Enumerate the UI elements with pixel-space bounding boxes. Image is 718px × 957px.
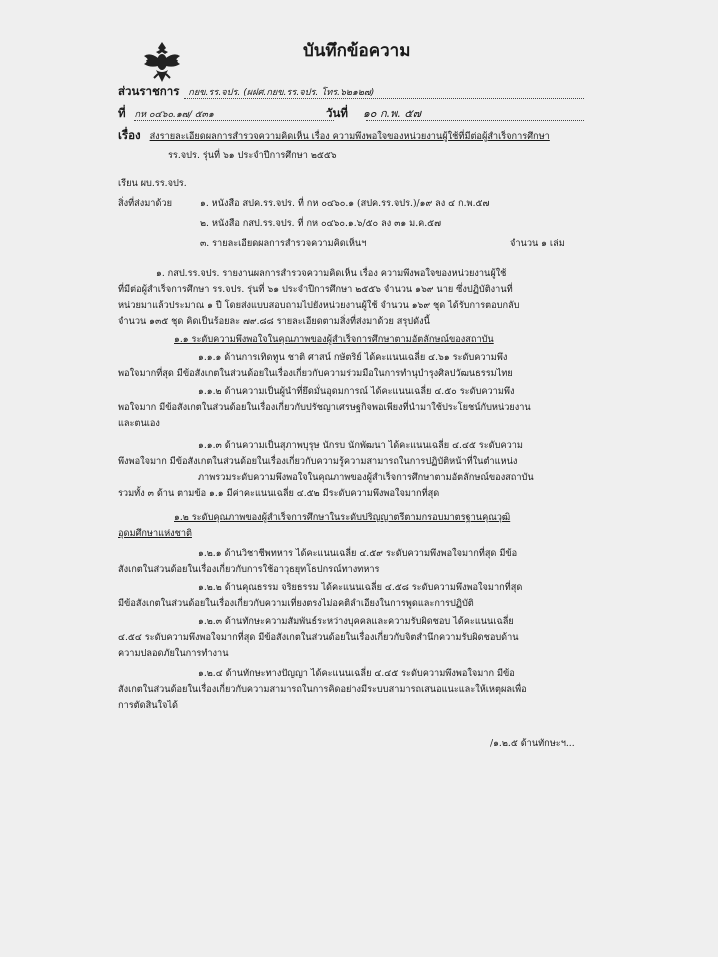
section-1-2-heading-line-1: ๑.๒ ระดับคุณภาพของผู้สำเร็จการศึกษาในระดับปริญญาตรีตามกรอบมาตรฐานคุณวุฒิ	[174, 512, 511, 523]
continuation-note: /๑.๒.๕ ด้านทักษะฯ...	[490, 738, 575, 749]
p1-line-3: หน่วยมาแล้วประมาณ ๑ ปี โดยส่งแบบสอบถามไปยังหน่วยงานผู้ใช้ จำนวน ๑๖๙ ชุด ได้รับการตอบกลับ	[118, 300, 520, 311]
s11-summary-line-1: ภาพรวมระดับความพึงพอใจในคุณภาพของผู้สำเร็จการศึกษาตามอัตลักษณ์ของสถาบัน	[198, 472, 534, 483]
garuda-emblem-icon	[138, 38, 186, 86]
s111-line-1: ๑.๑.๑ ด้านการเทิดทูน ชาติ ศาสน์ กษัตริย์ ได้คะแนนเฉลี่ย ๔.๖๑ ระดับความพึง	[198, 352, 508, 363]
s121-line-1: ๑.๒.๑ ด้านวิชาชีพทหาร ได้คะแนนเฉลี่ย ๔.๕๙ ระดับความพึงพอใจมากที่สุด มีข้อ	[198, 548, 518, 559]
s122-line-2: มีข้อสังเกตในส่วนด้อยในเรื่องเกี่ยวกับความเที่ยงตรงไม่อคติลำเอียงในการพูดและการปฏิบัติ	[118, 598, 474, 609]
subject-row	[118, 128, 550, 144]
s122-line-1: ๑.๒.๒ ด้านคุณธรรม จริยธรรม ได้คะแนนเฉลี่ย ๔.๕๘ ระดับความพึงพอใจมากที่สุด	[198, 582, 523, 593]
p1-line-4: จำนวน ๑๓๕ ชุด คิดเป็นร้อยละ ๗๙.๘๘ รายละเอียดตามสิ่งที่ส่งมาด้วย สรุปดังนี้	[118, 316, 430, 327]
date-value: ๑๐ ก.พ. ๕๗	[362, 107, 422, 120]
s123-line-1: ๑.๒.๓ ด้านทักษะความสัมพันธ์ระหว่างบุคคลและความรับผิดชอบ ได้คะแนนเฉลี่ย	[198, 616, 514, 627]
s113-line-2: พึงพอใจมาก มีข้อสังเกตในส่วนด้อยในเรื่องเกี่ยวกับความรู้ความสามารถในการปฏิบัติหน้าที่ในตำแหน่ง	[118, 456, 518, 467]
ref-dotted-line	[134, 120, 334, 121]
enclosure-item-1: ๑. หนังสือ สปค.รร.จปร. ที่ กห ๐๔๖๐.๑ (สปค.รร.จปร.)/๑๙ ลง ๔ ก.พ.๕๗	[200, 198, 490, 209]
s121-line-2: สังเกตในส่วนด้อยในเรื่องเกี่ยวกับการใช้อาวุธยุทโธปกรณ์ทางทหาร	[118, 564, 380, 575]
s112-line-2: พอใจมาก มีข้อสังเกตในส่วนด้อยในเรื่องเกี่ยวกับปรัชญาเศรษฐกิจพอเพียงที่นำมาใช้ประโยชน์กับหน่วยงาน	[118, 402, 531, 413]
agency-value: กยข.รร.จปร. (ผฝศ.กยข.รร.จปร. โทร.๖๒๑๒๗)	[188, 87, 375, 98]
memo-title: บันทึกข้อความ	[303, 41, 411, 61]
subject-line-1: ส่งรายละเอียดผลการสำรวจความคิดเห็น เรื่อง ความพึงพอใจของหน่วยงานผู้ใช้ที่มีต่อผู้สำเร็จการศึกษา	[149, 131, 550, 142]
date-label: วันที่	[326, 106, 348, 120]
p1-line-1: ๑. กสป.รร.จปร. รายงานผลการสำรวจความคิดเห็น เรื่อง ความพึงพอใจของหน่วยงานผู้ใช้	[156, 268, 507, 279]
agency-dotted-line	[184, 98, 584, 99]
s123-line-2: ๔.๕๔ ระดับความพึงพอใจมากที่สุด มีข้อสังเกตในส่วนด้อยในเรื่องเกี่ยวกับจิตสำนึกความรับผิดชอบด้าน	[118, 632, 519, 643]
ref-value: กห ๐๔๖๐.๑๗/ ๕๓๑	[134, 109, 214, 120]
s112-line-1: ๑.๑.๒ ด้านความเป็นผู้นำที่ยึดมั่นอุดมการณ์ ได้คะแนนเฉลี่ย ๔.๕๐ ระดับความพึง	[198, 386, 515, 397]
p1-line-2: ที่มีต่อผู้สำเร็จการศึกษา รร.จปร. รุ่นที่ ๖๑ ประจำปีการศึกษา ๒๕๕๖ จำนวน ๑๖๙ นาย ซึ่งปฏิบัติงานที่	[118, 284, 513, 295]
memo-content	[118, 0, 598, 957]
enclosure-item-3: ๓. รายละเอียดผลการสำรวจความคิดเห็นฯ	[200, 238, 367, 249]
s123-line-3: ความปลอดภัยในการทำงาน	[118, 648, 229, 659]
s113-line-1: ๑.๑.๓ ด้านความเป็นสุภาพบุรุษ นักรบ นักพัฒนา ได้คะแนนเฉลี่ย ๔.๔๕ ระดับความ	[198, 440, 523, 451]
date-dotted-line	[366, 120, 584, 121]
agency-label: ส่วนราชการ	[118, 84, 180, 98]
ref-label: ที่	[118, 106, 126, 120]
s124-line-2: สังเกตในส่วนด้อยในเรื่องเกี่ยวกับความสามารถในการคิดอย่างมีระบบสามารถเสนอแนะและให้เหตุผลเพื่อ	[118, 684, 527, 695]
s11-summary-line-2: รวมทั้ง ๓ ด้าน ตามข้อ ๑.๑ มีค่าคะแนนเฉลี่ย ๔.๕๒ มีระดับความพึงพอใจมากที่สุด	[118, 488, 440, 499]
enclosure-item-2: ๒. หนังสือ กสป.รร.จปร. ที่ กห ๐๔๖๐.๑.๖/๕๐ ลง ๓๑ ม.ค.๕๗	[200, 218, 442, 229]
subject-line-2: รร.จปร. รุ่นที่ ๖๑ ประจำปีการศึกษา ๒๕๕๖	[168, 150, 337, 161]
s124-line-1: ๑.๒.๔ ด้านทักษะทางปัญญา ได้คะแนนเฉลี่ย ๔.๔๕ ระดับความพึงพอใจมาก มีข้อ	[198, 668, 515, 679]
enclosure-label: สิ่งที่ส่งมาด้วย	[118, 198, 172, 209]
s124-line-3: การตัดสินใจได้	[118, 700, 178, 711]
salutation: เรียน ผบ.รร.จปร.	[118, 178, 187, 189]
s112-line-3: และตนเอง	[118, 418, 160, 429]
subject-label: เรื่อง	[118, 128, 141, 142]
s111-line-2: พอใจมากที่สุด มีข้อสังเกตในส่วนด้อยในเรื่องเกี่ยวกับความร่วมมือในการทำนุบำรุงศิลปวัฒนธรรมไทย	[118, 368, 513, 379]
section-1-2-heading-line-2: อุดมศึกษาแห่งชาติ	[118, 528, 192, 539]
section-1-1-heading: ๑.๑ ระดับความพึงพอใจในคุณภาพของผู้สำเร็จการศึกษาตามอัตลักษณ์ของสถาบัน	[174, 334, 494, 345]
enclosure-count: จำนวน ๑ เล่ม	[510, 238, 565, 249]
